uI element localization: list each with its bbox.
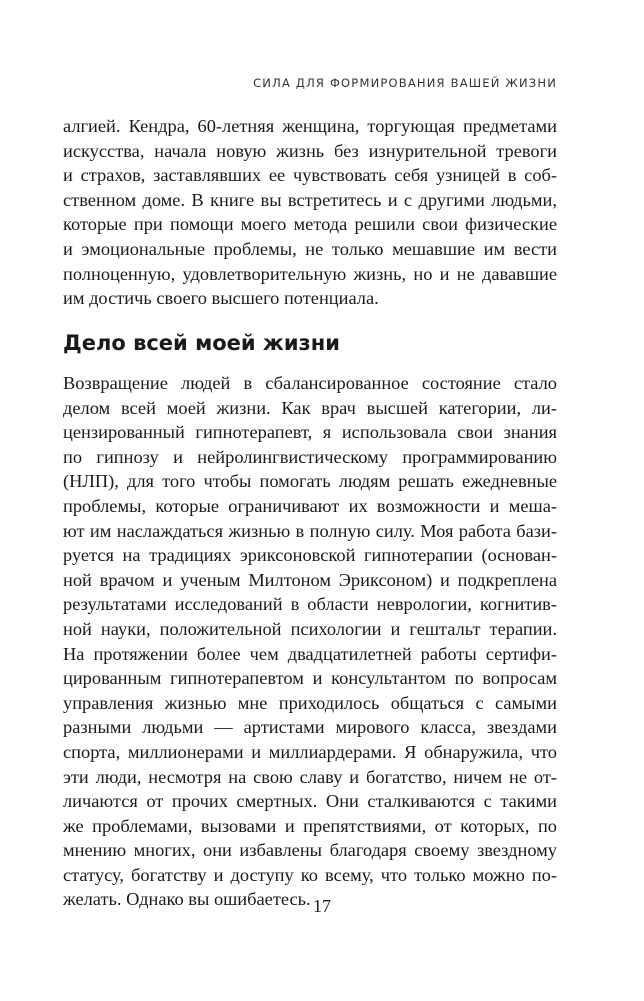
text-line: цированным гипнотерапевтом и консультантом по вопросам <box>63 668 557 689</box>
text-line: Возвращение людей в сбалансированное состояние стало <box>63 373 557 393</box>
text-line: искусства, начала новую жизнь без изнурительной тревоги <box>63 140 557 161</box>
text-line: статусу, богатству и доступу ко всему, что только можно по- <box>63 864 557 885</box>
text-line: и эмоциональные проблемы, не только мешавшие им вести <box>63 238 557 259</box>
text-line: руется на традициях эриксоновской гипнотерапии (основан- <box>63 545 557 566</box>
text-line: На протяжении более чем двадцатилетней работы сертифи- <box>63 643 557 664</box>
text-line: алгией. Кендра, 60-летняя женщина, торгующая предметами <box>63 116 557 136</box>
text-line: личаются от прочих смертных. Они сталкиваются с такими <box>63 791 557 812</box>
running-header: СИЛА ДЛЯ ФОРМИРОВАНИЯ ВАШЕЙ ЖИЗНИ <box>253 76 557 90</box>
text-line: же проблемами, вызовами и препятствиями, от которых, по <box>63 815 557 836</box>
text-line: проблемы, которые ограничивают их возможности и меша- <box>63 495 557 516</box>
text-line: цензированный гипнотерапевт, я использовала свои знания <box>63 422 557 443</box>
intro-paragraph <box>63 114 557 311</box>
text-line: управления жизнью мне приходилось общаться с самыми <box>63 692 557 713</box>
text-line: желать. Однако вы ошибаетесь. <box>63 889 311 910</box>
body-paragraph <box>63 371 557 912</box>
text-line: ют им наслаждаться жизнью в полную силу. Моя работа бази- <box>63 520 557 541</box>
text-line: которые при помощи моего метода решили свои физические <box>63 214 557 235</box>
text-line: делом всей моей жизни. Как врач высшей категории, ли- <box>63 397 557 418</box>
section-heading: Дело всей моей жизни <box>63 331 340 355</box>
text-line: (НЛП), для того чтобы помогать людям решать ежедневные <box>63 471 557 492</box>
text-line: результатами исследований в области неврологии, когнитив- <box>63 594 557 615</box>
text-line: ной науки, положительной психологии и гештальт терапии. <box>63 618 557 639</box>
page-number: 17 <box>313 896 331 916</box>
text-line: полноценную, удовлетворительную жизнь, но и не дававшие <box>63 263 557 284</box>
text-line: ной врачом и ученым Милтоном Эриксоном) и подкреплена <box>63 569 557 590</box>
text-line: спорта, миллионерами и миллиардерами. Я обнаружила, что <box>63 741 557 762</box>
text-line: по гипнозу и нейролингвистическому программированию <box>63 446 557 467</box>
text-line: им достичь своего высшего потенциала. <box>63 288 379 309</box>
text-line: разными людьми — артистами мирового класса, звездами <box>63 717 557 738</box>
text-line: и страхов, заставлявших ее чувствовать себя узницей в соб- <box>63 165 557 186</box>
text-line: ственном доме. В книге вы встретитесь и с другими людьми, <box>63 189 557 210</box>
text-line: эти люди, несмотря на свою славу и богатство, ничем не от- <box>63 766 557 787</box>
text-line: мнению многих, они избавлены благодаря своему звездному <box>63 840 557 861</box>
